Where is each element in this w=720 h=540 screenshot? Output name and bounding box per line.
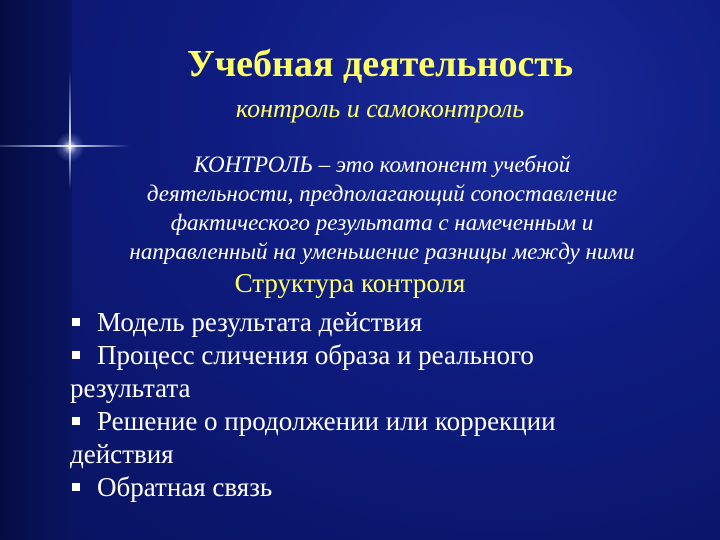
list-item bbox=[70, 306, 690, 339]
slide-title: Учебная деятельность bbox=[186, 43, 574, 85]
list-item-continuation: результата bbox=[70, 373, 191, 403]
list-item bbox=[70, 471, 690, 504]
list-item-text: Модель результата действия bbox=[97, 307, 423, 337]
structure-list bbox=[70, 306, 690, 504]
list-item-continuation: действия bbox=[70, 439, 174, 469]
list-item-text: Решение о продолжении или коррекции bbox=[97, 406, 556, 436]
left-decor-band bbox=[0, 0, 72, 540]
definition-line: деятельности, предполагающий сопоставление bbox=[146, 181, 618, 206]
definition-line: направленный на уменьшение разницы между ними bbox=[129, 239, 635, 264]
definition-line: фактического результата с намеченным и bbox=[170, 210, 594, 235]
square-bullet-icon bbox=[72, 483, 80, 491]
list-item bbox=[70, 339, 690, 405]
list-item bbox=[70, 405, 690, 471]
slide-subtitle: контроль и самоконтроль bbox=[235, 94, 525, 123]
definition-line: КОНТРОЛЬ – это компонент учебной bbox=[193, 152, 571, 177]
definition-text bbox=[62, 150, 702, 266]
square-bullet-icon bbox=[72, 417, 80, 425]
list-item-text: Обратная связь bbox=[97, 472, 273, 502]
structure-heading: Структура контроля bbox=[234, 268, 466, 298]
list-item-text: Процесс сличения образа и реального bbox=[97, 340, 534, 370]
square-bullet-icon bbox=[72, 351, 80, 359]
square-bullet-icon bbox=[72, 318, 80, 326]
